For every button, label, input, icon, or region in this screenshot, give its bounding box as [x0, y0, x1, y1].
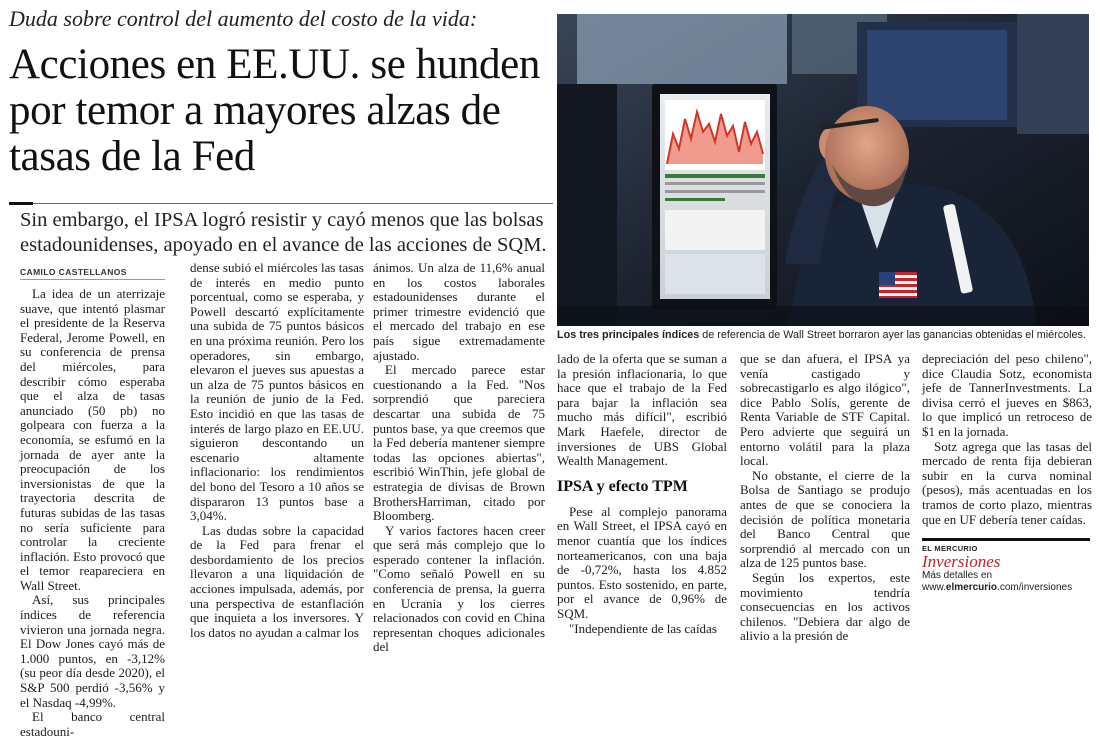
promo-url-prefix: www. [922, 582, 946, 593]
headline: Acciones en EE.UU. se hunden por temor a mayores alzas de tasas de la Fed [9, 41, 540, 180]
byline-rule [20, 279, 165, 280]
promo-more-text: Más detalles en [922, 570, 993, 581]
paragraph: Así, sus principales índices de referencia vivieron una jornada negra. El Dow Jones cayó más de 1.000 puntos, en -3,12% (su peor día desde 2020), el S&P 500 perdió -3,56% y el Nasdaq -4,99%. [20, 592, 165, 710]
paragraph: "Independiente de las caídas [569, 620, 717, 636]
paragraph: ánimos. Un alza de 11,6% anual en los costos laborales estadounidenses durante el primer trimestre evidenció que el mercado del trabajo en ese país sigue extremadamente ajustado. [373, 260, 545, 363]
caption-text: de referencia de Wall Street borraron ayer las ganancias obtenidas el miércoles. [699, 329, 1086, 341]
body-column-2 [190, 261, 364, 640]
body-column-6 [922, 352, 1092, 527]
paragraph: depreciación del peso chileno", dice Claudia Sotz, economista jefe de TannerInvestments. La divisa cerró el jueves en $863, lo que implicó un retroceso de $1 en la jornada. [922, 351, 1092, 439]
promo-title: Inversiones [922, 552, 1001, 571]
promo-source: EL MERCURIO [922, 544, 978, 553]
paragraph: La idea de un aterrizaje suave, que intentó plasmar el presidente de la Reserva Federal, Jerome Powell, en su conferencia de prensa del miércoles, para describir cómo esperaba que el alza de tasas anunciado (50 pb) no golpeara con fuerza a la economía, se esfumó en la jornada de ayer ante la preocupación de los inversionistas de que la trayectoria descrita de futuras subidas de las tasas no sería suficiente para controlar la creciente inflación. Esto provocó que el temor reapareciera en Wall Street. [20, 286, 165, 593]
subhead-rule [33, 203, 553, 204]
paragraph: Las dudas sobre la capacidad de la Fed para frenar el desbordamiento de los precios llevaron a una liquidación de acciones impulsada, además, por una perspectiva de estanflación que inquieta a los inversores. Y los datos no ayudan a calmar los [190, 522, 364, 640]
paragraph: El mercado parece estar cuestionando a la Fed. "Nos sorprendió que pareciera descartar una subida de 75 puntos base, ya que creemos que la Fed debería mantener siempre todas las opciones abiertas", escribió WinThin, jefe global de estrategia de divisas de Brown BrothersHarriman, citado por Bloomberg. [373, 362, 545, 524]
paragraph: El banco central estadouni- [20, 709, 165, 739]
byline: CAMILO CASTELLANOS [20, 267, 127, 277]
trader-photo [557, 14, 1089, 326]
paragraph: Sotz agrega que las tasas del mercado de renta fija debieran subir en la curva nominal (pesos), más acentuadas en los tramos de corto plazo, mientras que en UF debería tener caídas. [922, 438, 1092, 527]
paragraph: dense subió el miércoles las tasas de interés en medio punto porcentual, como se esperaba, y Powell descartó explícitamente una subida de 75 puntos básicos en una próxima reunión. Pero los operadores, sin embargo, elevaron el jueves sus apuestas a un alza de 75 puntos básicos en la reunión de junio de la Fed. Esto incidió en que las tasas de interés de largo plazo en EE.UU. siguieron descontando un escenario altamente inflacionario: los rendimientos del bono del Tesoro a 10 años se dispararon 13 puntos base a 3,04%. [190, 260, 364, 524]
kicker: Duda sobre control del aumento del costo de la vida: [9, 6, 478, 31]
promo-url-suffix: .com/inversiones [997, 582, 1073, 593]
subhead-rule-mark [9, 202, 33, 205]
photo-caption [557, 328, 1097, 342]
caption-lead: Los tres principales índices [557, 329, 700, 341]
body-column-1 [20, 287, 165, 739]
body-column-5 [740, 352, 910, 644]
body-column-4 [557, 352, 727, 636]
paragraph: lado de la oferta que se suman a la presión inflacionaria, lo que hace que el trabajo de la Fed para bajar la inflación sea mucho más difícil", escribió Mark Haefele, director de inversiones de UBS Global Wealth Management. [557, 351, 727, 469]
paragraph: No obstante, el cierre de la Bolsa de Santiago se produjo antes de que se conociera la decisión de política monetaria del Banco Central que sorprendió al mercado con un alza de 125 puntos base. [740, 467, 910, 571]
paragraph: Pese al complejo panorama en Wall Street, el IPSA cayó en menor cuantía que los índices norteamericanos, con una baja de -0,72%, hasta los 4.852 puntos. Esto sostenido, en parte, por el avance de 0,96% de SQM. [557, 503, 727, 621]
promo-rule [922, 538, 1090, 541]
subhead: Sin embargo, el IPSA logró resistir y cayó menos que las bolsas estadounidenses, apoyado en el avance de las acciones de SQM. [20, 209, 547, 256]
paragraph: que se dan afuera, el IPSA ya venía castigado y sobrecastigarlo es algo ilógico", dice Pablo Solís, gerente de Renta Variable de STF Capital. Pero advierte que seguirá un entorno volátil para la plaza local. [740, 351, 910, 469]
promo-url[interactable] [922, 582, 1090, 594]
paragraph: Según los expertos, este movimiento tendría consecuencias en los activos chilenos. "Debiera dar algo de alivio a la presión de [740, 569, 910, 644]
inversiones-promo [922, 538, 1090, 594]
section-heading: IPSA y efecto TPM [557, 477, 688, 495]
paragraph: Y varios factores hacen creer que será más complejo que lo esperado contener la inflación. "Como señaló Powell en su conferencia de prensa, la guerra en Ucrania y los cierres relacionados con covid en China representan choques adicionales del [373, 522, 545, 655]
body-column-3 [373, 261, 545, 655]
promo-url-domain: elmercurio [945, 582, 998, 593]
